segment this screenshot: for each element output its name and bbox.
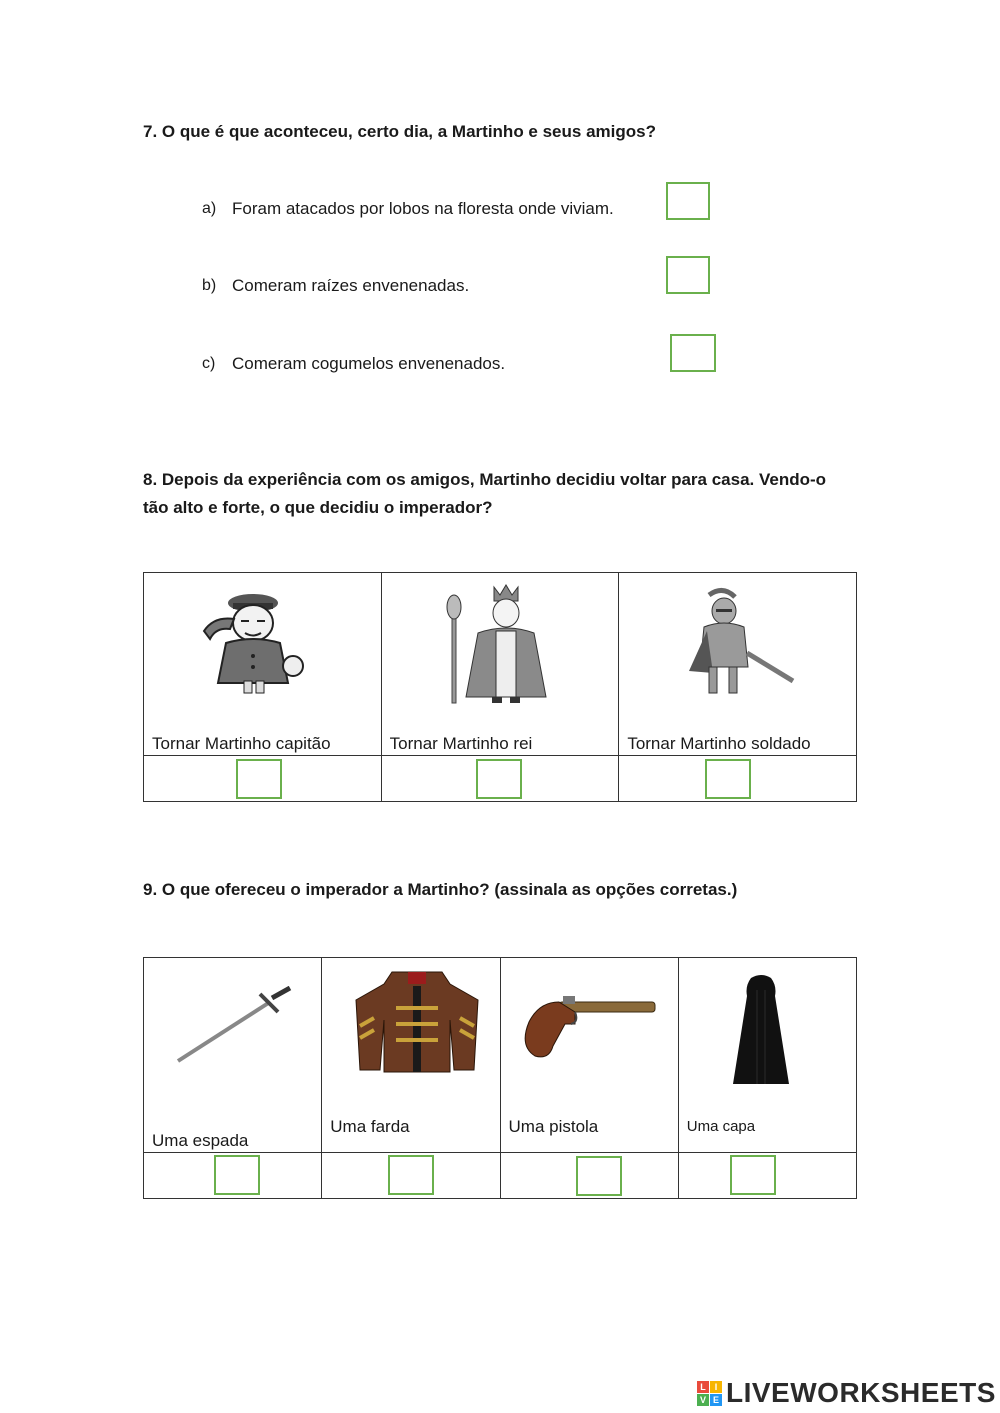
checkbox-option-a[interactable] bbox=[666, 182, 710, 220]
sword-icon bbox=[174, 986, 294, 1066]
checkbox-option-b[interactable] bbox=[666, 256, 710, 294]
checkbox-uniform[interactable] bbox=[388, 1155, 434, 1195]
question-7-title: 7. O que é que aconteceu, certo dia, a Martinho e seus amigos? bbox=[143, 122, 656, 141]
q9-check-cell-uniform bbox=[322, 1153, 500, 1199]
option-letter-a: a) bbox=[202, 200, 217, 217]
q9-check-cell-pistol bbox=[500, 1153, 678, 1199]
q9-cell-cape bbox=[678, 958, 856, 1153]
checkbox-option-c[interactable] bbox=[670, 334, 716, 372]
checkbox-king[interactable] bbox=[476, 759, 522, 799]
q9-check-cell-cape bbox=[678, 1153, 856, 1199]
q8-label-captain: Tornar Martinho capitão bbox=[152, 734, 331, 753]
option-letter-b: b) bbox=[202, 277, 217, 294]
q8-cell-king bbox=[381, 573, 619, 756]
option-text-b: Comeram raízes envenenadas. bbox=[232, 276, 470, 295]
q9-label-uniform: Uma farda bbox=[330, 1117, 410, 1136]
uniform-jacket-icon bbox=[352, 966, 482, 1076]
king-with-scepter-icon bbox=[442, 577, 572, 705]
q8-label-king: Tornar Martinho rei bbox=[389, 734, 533, 753]
q8-label-soldier: Tornar Martinho soldado bbox=[627, 734, 811, 753]
q9-cell-pistol bbox=[500, 958, 678, 1153]
q8-cell-soldier bbox=[619, 573, 857, 756]
liveworksheets-logo bbox=[697, 1378, 996, 1408]
q9-label-pistol: Uma pistola bbox=[508, 1117, 599, 1136]
q8-cell-captain bbox=[144, 573, 382, 756]
question-8-title-line-2: tão alto e forte, o que decidiu o imperador? bbox=[143, 498, 493, 517]
saluting-captain-icon bbox=[186, 581, 316, 696]
checkbox-pistol[interactable] bbox=[576, 1156, 622, 1196]
question-9-table bbox=[143, 957, 857, 1199]
checkbox-sword[interactable] bbox=[214, 1155, 260, 1195]
checkbox-cape[interactable] bbox=[730, 1155, 776, 1195]
black-cape-icon bbox=[731, 974, 791, 1088]
flintlock-pistol-icon bbox=[519, 992, 659, 1062]
q8-check-cell-captain bbox=[144, 756, 382, 802]
option-text-c: Comeram cogumelos envenenados. bbox=[232, 354, 506, 373]
q9-check-cell-sword bbox=[144, 1153, 322, 1199]
checkbox-captain[interactable] bbox=[236, 759, 282, 799]
question-8-table bbox=[143, 572, 857, 802]
q8-check-cell-king bbox=[381, 756, 619, 802]
checkbox-soldier[interactable] bbox=[705, 759, 751, 799]
logo-text: LIVEWORKSHEETS bbox=[726, 1377, 996, 1408]
question-9-title: 9. O que ofereceu o imperador a Martinho? (assinala as opções corretas.) bbox=[143, 880, 738, 899]
armored-knight-icon bbox=[679, 581, 799, 701]
logo-mark-icon: L I V E bbox=[697, 1381, 722, 1406]
option-letter-c: c) bbox=[202, 355, 216, 372]
q8-check-cell-soldier bbox=[619, 756, 857, 802]
option-text-a: Foram atacados por lobos na floresta onde viviam. bbox=[232, 199, 614, 218]
question-8-title-line-1: 8. Depois da experiência com os amigos, Martinho decidiu voltar para casa. Vendo-o bbox=[143, 470, 827, 489]
q9-label-sword: Uma espada bbox=[152, 1131, 249, 1150]
q9-cell-sword bbox=[144, 958, 322, 1153]
q9-cell-uniform bbox=[322, 958, 500, 1153]
q9-label-cape: Uma capa bbox=[686, 1118, 756, 1135]
